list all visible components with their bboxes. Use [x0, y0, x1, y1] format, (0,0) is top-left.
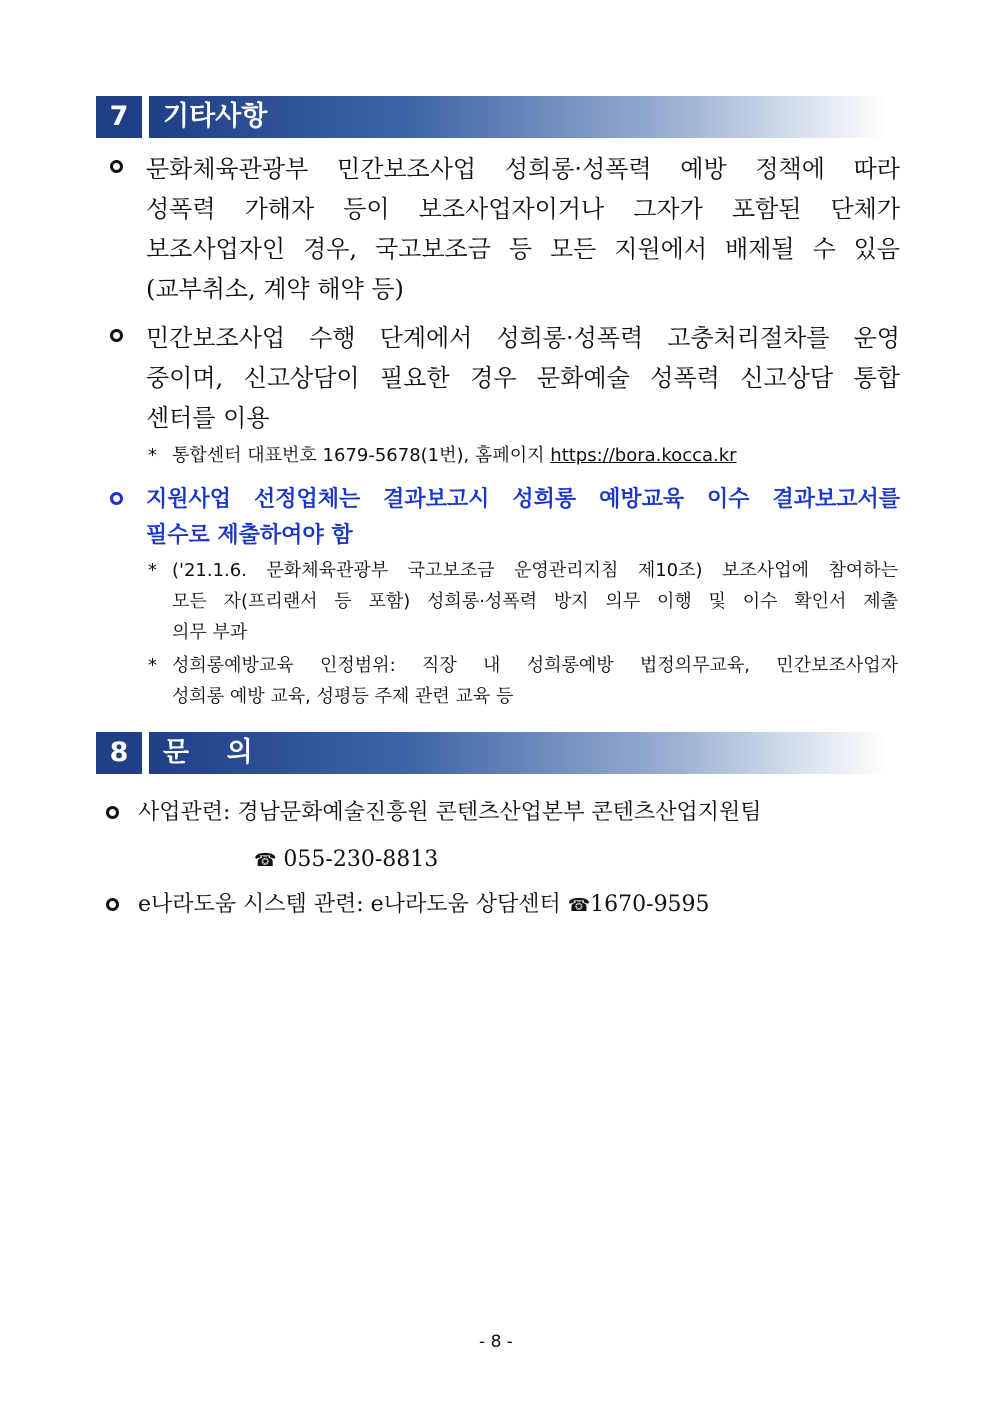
- contact-enaradoum-phone-number: 1670-9595: [590, 892, 710, 917]
- contact-business-phone-number: 055-230-8813: [283, 847, 439, 872]
- page-number: - 8 -: [479, 1332, 513, 1352]
- section-7-note-2: [148, 440, 900, 471]
- circle-bullet-icon: [106, 898, 119, 911]
- contact-business-text: 사업관련: 경남문화예술진흥원 콘텐츠산업본부 콘텐츠산업지원팀: [138, 800, 762, 825]
- item-1-line: 보조사업자인 경우, 국고보조금 등 모든 지원에서 배제될 수 있음: [146, 235, 900, 263]
- contact-enaradoum-text: e나라도움 시스템 관련: e나라도움 상담센터: [138, 892, 561, 917]
- note-2-text: 통합센터 대표번호 1679-5678(1번), 홈페이지: [172, 445, 545, 466]
- note-star: *: [148, 655, 157, 676]
- bora-website-link[interactable]: https://bora.kocca.kr: [550, 445, 737, 466]
- section-7-item-1: [104, 149, 900, 309]
- item-2-line: 센터를 이용: [146, 404, 270, 432]
- section-7-note-3b: [148, 650, 898, 712]
- section-7-title: 기타사항: [149, 96, 886, 138]
- note-3a-line: ('21.1.6. 문화체육관광부 국고보조금 운영관리지침 제10조) 보조사업에 참여하는: [172, 560, 898, 581]
- item-1-line: 문화체육관광부 민간보조사업 성희롱·성폭력 예방 정책에 따라: [146, 155, 900, 183]
- section-8-header: [96, 732, 886, 774]
- contact-enaradoum: [104, 885, 894, 926]
- phone-icon: ☎: [567, 895, 591, 916]
- note-star: *: [148, 560, 157, 581]
- section-7-number: 7: [96, 96, 142, 138]
- section-8-number: 8: [96, 732, 142, 774]
- item-2-line: 중이며, 신고상담이 필요한 경우 문화예술 성폭력 신고상담 통합: [146, 364, 900, 392]
- item-3-line: 지원사업 선정업체는 결과보고시 성희롱 예방교육 이수 결과보고서를: [146, 486, 900, 512]
- note-3a-line: 의무 부과: [172, 622, 248, 643]
- note-3a-line: 모든 자(프리랜서 등 포함) 성희롱·성폭력 방지 의무 이행 및 이수 확인서 제출: [172, 591, 898, 612]
- item-2-line: 민간보조사업 수행 단계에서 성희롱·성폭력 고충처리절차를 운영: [146, 324, 900, 352]
- section-7-item-2: [104, 318, 900, 438]
- item-3-text: [146, 481, 900, 553]
- contact-business: [104, 793, 894, 833]
- item-2-text: [146, 318, 900, 438]
- item-1-text: [146, 149, 900, 309]
- section-7-header: [96, 96, 886, 138]
- circle-bullet-icon: [110, 329, 123, 342]
- phone-icon: ☎: [254, 850, 277, 871]
- section-8-title: 문 의: [149, 732, 886, 774]
- section-7-note-3a: [148, 555, 898, 648]
- note-3b-line: 성희롱예방교육 인정범위: 직장 내 성희롱예방 법정의무교육, 민간보조사업자: [172, 655, 898, 676]
- circle-bullet-icon: [110, 492, 123, 505]
- item-1-line: 성폭력 가해자 등이 보조사업자이거나 그자가 포함된 단체가: [146, 195, 900, 223]
- note-3b-line: 성희롱 예방 교육, 성평등 주제 관련 교육 등: [172, 686, 514, 707]
- circle-bullet-icon: [106, 806, 119, 819]
- note-star: *: [148, 445, 157, 466]
- circle-bullet-icon: [110, 160, 123, 173]
- item-1-line: (교부취소, 계약 해약 등): [146, 275, 404, 303]
- section-7-item-3: [104, 481, 900, 553]
- item-3-line: 필수로 제출하여야 함: [146, 522, 353, 548]
- contact-business-phone: [254, 840, 438, 881]
